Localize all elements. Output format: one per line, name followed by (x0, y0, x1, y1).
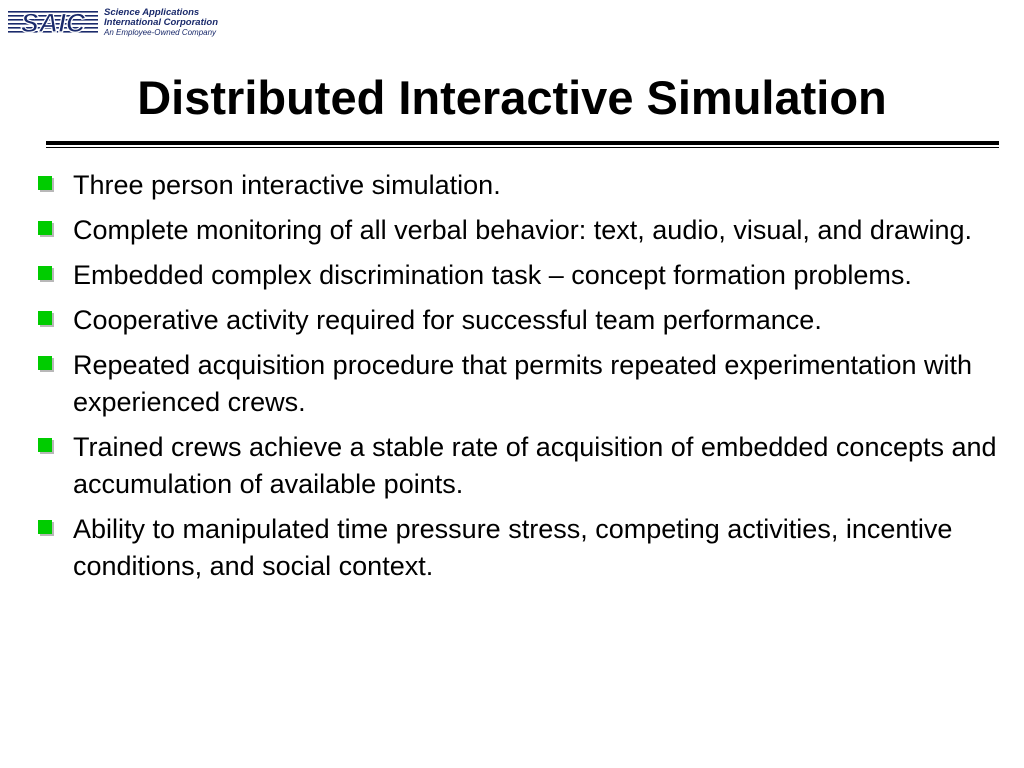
bullet-list (38, 167, 998, 593)
bullet-marker-icon (38, 221, 52, 235)
bullet-item (38, 429, 998, 503)
slide-title: Distributed Interactive Simulation (137, 71, 887, 124)
logo-text-block (104, 8, 218, 38)
bullet-text: Trained crews achieve a stable rate of acquisition of embedded concepts and accumulation of available points. (73, 432, 997, 499)
logo-line-2: International Corporation (104, 17, 218, 28)
bullet-item (38, 212, 998, 249)
logo-line-1: Science Applications (104, 7, 200, 18)
logo-brand-text: SAIC (20, 8, 86, 37)
bullet-item (38, 347, 998, 421)
bullet-item (38, 167, 998, 204)
bullet-item (38, 302, 998, 339)
title-divider (46, 141, 999, 148)
bullet-text: Embedded complex discrimination task – concept formation problems. (73, 260, 912, 290)
bullet-text: Three person interactive simulation. (73, 170, 501, 200)
bullet-marker-icon (38, 520, 52, 534)
bullet-item (38, 257, 998, 294)
bullet-marker-icon (38, 176, 52, 190)
saic-logo (8, 4, 228, 40)
bullet-marker-icon (38, 311, 52, 325)
bullet-item (38, 511, 998, 585)
saic-logo-mark (8, 7, 98, 37)
bullet-marker-icon (38, 438, 52, 452)
logo-line-3: An Employee-Owned Company (104, 28, 217, 37)
bullet-marker-icon (38, 356, 52, 370)
bullet-text: Repeated acquisition procedure that permits repeated experimentation with experienced crews. (73, 350, 973, 417)
bullet-text: Cooperative activity required for successful team performance. (73, 305, 822, 335)
bullet-marker-icon (38, 266, 52, 280)
bullet-text: Ability to manipulated time pressure stress, competing activities, incentive conditions, and social context. (73, 514, 953, 581)
bullet-text: Complete monitoring of all verbal behavior: text, audio, visual, and drawing. (73, 215, 972, 245)
